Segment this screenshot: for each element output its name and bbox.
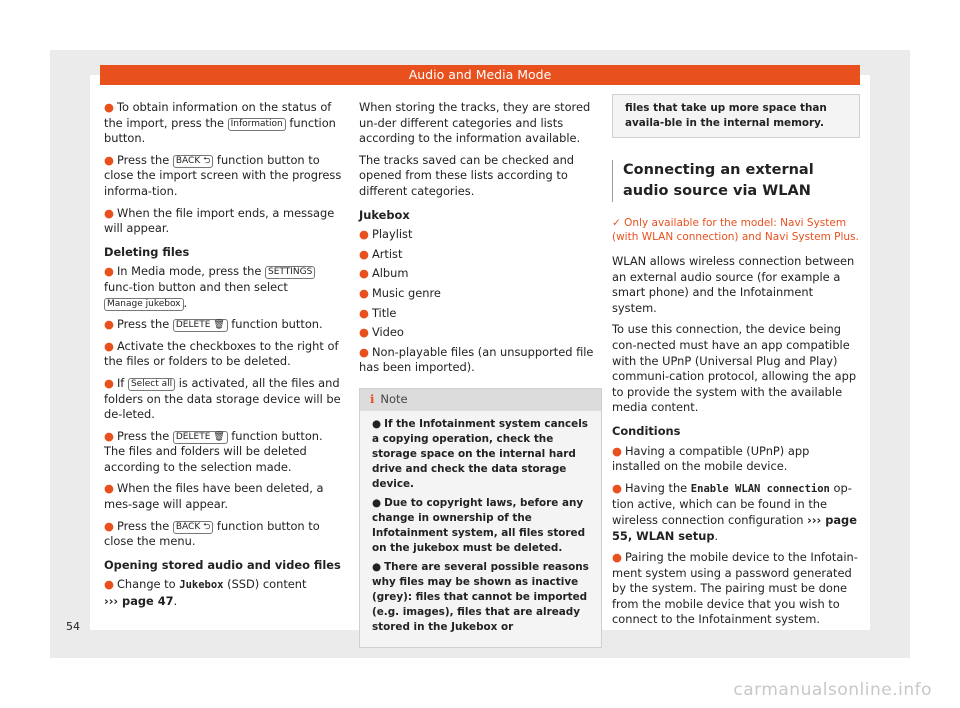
paragraph: ● Change to Jukebox (SSD) content ››› page 47. <box>104 577 307 609</box>
note-box <box>359 388 602 648</box>
bullet-dot-icon: ● <box>104 152 114 167</box>
bullet-dot-icon: ● <box>359 325 369 340</box>
heading-jukebox: Jukebox <box>359 207 410 222</box>
bullet-dot-icon: ● <box>359 305 369 320</box>
paragraph: ● Having the Enable WLAN connection op-tion active, which can be found in the wireless connection configuration ››› page 55, WLAN setup. <box>612 480 857 543</box>
bullet-dot-icon: ● <box>104 205 114 220</box>
bullet-dot-icon: ● <box>104 375 114 390</box>
bullet-dot-icon: ● <box>104 100 114 114</box>
bullet-dot-icon: ● <box>104 577 114 592</box>
paragraph: When storing the tracks, they are stored un-der different categories and lists according to the information available. <box>359 100 591 146</box>
paragraph: ● In Media mode, press the SETTINGS func-tion button and then select Manage jukebox . <box>104 264 342 311</box>
column-1 <box>104 100 342 616</box>
paragraph: ● When the files have been deleted, a mes-sage will appear. <box>104 481 324 512</box>
jukebox-category-list <box>359 227 602 376</box>
watermark: carmanualsonline.info <box>733 680 932 700</box>
manage-jukebox-button: Manage jukebox <box>104 298 184 311</box>
note-header: ℹ Note <box>360 389 601 411</box>
note-body <box>360 411 601 647</box>
bullet-dot-icon: ● <box>104 428 114 443</box>
bullet-dot-icon: ● <box>372 560 382 573</box>
note-continuation: files that take up more space than availa-ble in the internal memory. <box>612 94 860 138</box>
bullet-dot-icon: ● <box>612 480 622 495</box>
bullet-dot-icon: ● <box>372 496 382 509</box>
bullet-dot-icon: ● <box>372 417 382 430</box>
page-reference-link[interactable]: ››› page 55, WLAN setup <box>612 512 857 543</box>
bullet-dot-icon: ● <box>612 443 622 458</box>
paragraph: ● Activate the checkboxes to the right of the files or folders to be deleted. <box>104 338 339 369</box>
section-title: Connecting an external audio source via WLAN <box>612 160 860 202</box>
bullet-dot-icon: ● <box>359 246 369 261</box>
list-item: ● Music genre <box>359 285 441 300</box>
paragraph: ● If Select all is activated, all the files and folders on the data storage device will be de-leted. <box>104 375 341 422</box>
heading-opening-files: Opening stored audio and video files <box>104 557 341 572</box>
paragraph: ● Pairing the mobile device to the Infotain-ment system using a password generated by the system. The pairing must be done from the mobile device that you wish to connect to the Infotainment system. <box>612 550 858 627</box>
list-item: ● Title <box>359 305 397 320</box>
enable-wlan-term: Enable WLAN connection <box>690 482 830 495</box>
note-item: ● If the Infotainment system cancels a copying operation, check the storage space on the internal hard drive and check the data storage device. <box>372 417 588 490</box>
paragraph: ● Press the BACK ⮌ function button to close the import screen with the progress informa-tion. <box>104 152 342 198</box>
jukebox-term: Jukebox <box>179 579 224 592</box>
select-all-button: Select all <box>128 378 175 391</box>
bullet-dot-icon: ● <box>104 481 114 496</box>
heading-deleting-files: Deleting files <box>104 244 190 259</box>
heading-conditions: Conditions <box>612 423 681 438</box>
settings-button: SETTINGS <box>265 266 315 279</box>
paragraph: ● To obtain information on the status of the import, press the Information function button. <box>104 100 336 146</box>
note-item: ● There are several possible reasons why files may be shown as inactive (grey): files that cannot be imported (e.g. images), files that are already stored in the Jukebox or <box>372 560 589 633</box>
paragraph: ● Having a compatible (UPnP) app installed on the mobile device. <box>612 443 810 474</box>
bullet-dot-icon: ● <box>104 338 114 353</box>
delete-button: DELETE 🗑 <box>173 319 228 332</box>
back-button: BACK ⮌ <box>173 155 213 168</box>
page-header: Audio and Media Mode <box>100 65 860 85</box>
paragraph: To use this connection, the device being con-nected must have an app compatible with the UPnP (Universal Plug and Play) communi-cation protocol, allowing the app to provide the system with the available media content. <box>612 322 857 415</box>
information-button: Information <box>228 118 286 131</box>
paragraph: The tracks saved can be checked and opened from these lists according to different categories. <box>359 152 575 198</box>
page-reference-link[interactable]: ››› page 47 <box>104 594 174 609</box>
bullet-dot-icon: ● <box>359 266 369 281</box>
paragraph: ● Press the DELETE 🗑 function button. The files and folders will be deleted according to the selection made. <box>104 428 323 474</box>
back-button: BACK ⮌ <box>173 521 213 534</box>
paragraph: ● Press the DELETE 🗑 function button. <box>104 317 323 332</box>
bullet-dot-icon: ● <box>104 518 114 533</box>
bullet-dot-icon: ● <box>612 550 622 565</box>
column-2 <box>359 100 602 648</box>
paragraph: ● When the file import ends, a message will appear. <box>104 205 335 236</box>
info-note-icon: ℹ <box>370 391 375 406</box>
bullet-dot-icon: ● <box>359 227 369 242</box>
list-item: ● Video <box>359 325 404 340</box>
list-item: ● Artist <box>359 246 403 261</box>
paragraph: WLAN allows wireless connection between an external audio source (for example a smart phone) and the Infotainment system. <box>612 254 855 315</box>
page-number: 54 <box>66 620 80 633</box>
list-item: ● Album <box>359 266 409 281</box>
availability-note: ✓ Only available for the model: Navi System (with WLAN connection) and Navi System Plus. <box>612 217 859 243</box>
paragraph: ● Press the BACK ⮌ function button to close the menu. <box>104 518 320 549</box>
bullet-dot-icon: ● <box>359 285 369 300</box>
bullet-dot-icon: ● <box>104 264 114 279</box>
list-item: ● Playlist <box>359 227 413 242</box>
bullet-dot-icon: ● <box>104 317 114 332</box>
column-3 <box>612 100 860 634</box>
note-item: ● Due to copyright laws, before any change in ownership of the Infotainment system, all files stored on the jukebox must be deleted. <box>372 496 586 554</box>
delete-button: DELETE 🗑 <box>173 431 228 444</box>
bullet-dot-icon: ● <box>359 344 369 359</box>
list-item: ● Non-playable files (an unsupported file has been imported). <box>359 344 594 375</box>
